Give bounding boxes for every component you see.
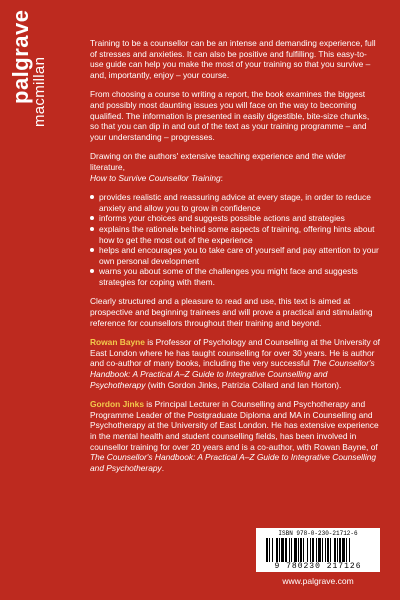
list-item	[90, 213, 380, 224]
list-item	[90, 192, 380, 213]
feature-list	[90, 192, 380, 287]
author-bio-text: is Principal Lecturer in Counselling and Psychotherapy and Programme Leader of the Postgraduate Diploma and MA in Counselling and Psychotherapy at the University of East London. He has extensive experience in the mental health and student counselling fields, has been involved in counsellor training for over 20 years and is a co-author, with Rowan Bayne, of	[90, 399, 379, 452]
barcode-stripe	[346, 538, 347, 562]
barcode-stripe	[276, 538, 278, 562]
barcode-bars	[266, 538, 370, 562]
blurb-text	[90, 38, 380, 482]
barcode-stripe	[285, 538, 287, 562]
bullet-icon	[90, 195, 94, 199]
author-book-title: The Counsellor's Handbook: A Practical A–Z Guide to Integrative Counselling and Psychotherapy	[90, 358, 375, 390]
author-bio-text: (with Gordon Jinks, Patrizia Collard and Ian Horton).	[145, 379, 342, 390]
barcode-stripe	[307, 538, 308, 562]
list-item	[90, 224, 380, 245]
barcode-stripe	[342, 538, 345, 562]
drawing-paragraph	[90, 151, 380, 183]
bullet-icon	[90, 269, 94, 273]
drawing-suffix: :	[220, 172, 223, 183]
barcode-number: 9 780230 217126	[274, 562, 362, 571]
barcode	[256, 528, 380, 572]
author-name: Gordon Jinks	[90, 399, 144, 410]
list-item-text: warns you about some of the challenges you might face and suggests strategies for coping with them.	[99, 266, 358, 287]
barcode-stripe	[325, 538, 326, 562]
barcode-stripe	[289, 538, 290, 562]
isbn-label: ISBN 978-0-230-21712-6	[278, 530, 358, 537]
list-item	[90, 245, 380, 266]
author-bio-bayne	[90, 337, 380, 390]
barcode-stripe	[266, 538, 268, 562]
list-item-text: explains the rationale behind some aspects of training, offering hints about how to get the most out of the experience	[99, 223, 375, 245]
barcode-stripe	[303, 538, 304, 562]
bullet-icon	[90, 227, 94, 231]
list-item	[90, 266, 380, 287]
barcode-stripe	[298, 538, 299, 562]
barcode-stripe	[334, 538, 336, 562]
barcode-stripe	[272, 538, 273, 562]
barcode-stripe	[300, 538, 302, 562]
logo-palgrave: palgrave	[8, 9, 33, 104]
list-item-text: provides realistic and reassuring advice at every stage, in order to reduce anxiety and allow you to grow in confidence	[99, 192, 371, 213]
bullet-icon	[90, 216, 94, 220]
author-bio-text: is Professor of Psychology and Counselling at the University of East London where he has taught counselling for over 30 years. He is author and co-author of many books, including the very successful	[90, 337, 381, 369]
drawing-intro: Drawing on the authors' extensive teaching experience and the wider literature,	[90, 151, 346, 172]
barcode-stripe	[310, 538, 311, 562]
list-item-text: informs your choices and suggests possible actions and strategies	[99, 213, 345, 224]
publisher-website: www.palgrave.com	[282, 576, 354, 586]
publisher-logo	[0, 0, 48, 200]
book-title: How to Survive Counsellor Training	[90, 172, 221, 183]
list-item-text: helps and encourages you to take care of yourself and pay attention to your own personal development	[99, 245, 379, 266]
barcode-stripe	[349, 538, 350, 562]
barcode-stripe	[279, 538, 280, 562]
barcode-stripe	[339, 538, 341, 562]
barcode-stripe	[291, 538, 292, 562]
author-bio-text: .	[161, 462, 165, 473]
author-name: Rowan Bayne	[90, 337, 145, 348]
barcode-stripe	[312, 538, 314, 562]
barcode-stripe	[294, 538, 297, 562]
author-bio-jinks	[90, 399, 380, 473]
bullet-icon	[90, 248, 94, 252]
barcode-stripe	[327, 538, 329, 562]
barcode-stripe	[330, 538, 331, 562]
logo-macmillan: macmillan	[31, 56, 48, 127]
intro-paragraph: Training to be a counsellor can be an intense and demanding experience, full of stresses and anxieties. It can also be positive and fulfilling. This easy-to-use guide can help you make the most of your training so that you survive – and, importantly, enjoy – your course.	[90, 38, 376, 80]
barcode-stripe	[269, 538, 270, 562]
barcode-stripe	[281, 538, 284, 562]
barcode-stripe	[316, 538, 317, 562]
author-book-title: The Counsellor's Handbook: A Practical A–Z Guide to Integrative Counselling and Psychotherapy	[90, 452, 377, 473]
barcode-stripe	[337, 538, 338, 562]
barcode-stripe	[322, 538, 323, 562]
overview-paragraph: From choosing a course to writing a report, the book examines the biggest and possibly most daunting issues you will face on the way to becoming qualified. The information is presented in easily digestible, bite-size chunks, so that you can dip in and out of the text as your training programme – and your understanding – progresses.	[90, 89, 370, 142]
barcode-stripe	[318, 538, 321, 562]
closing-paragraph: Clearly structured and a pleasure to read and use, this text is aimed at prospective and beginning trainees and will prove a practical and stimulating reference for counsellors throughout their training and beyond.	[90, 296, 373, 328]
